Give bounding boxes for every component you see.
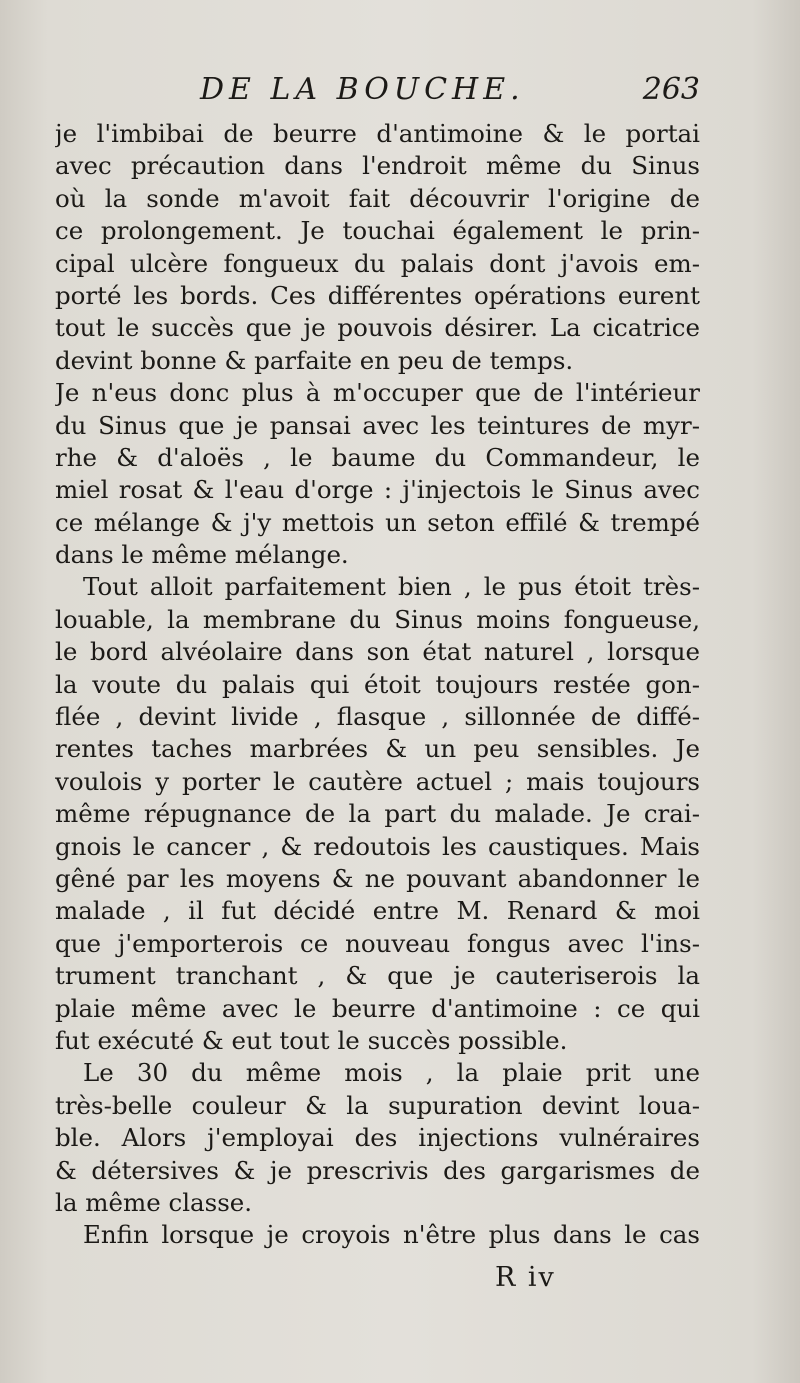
text-line: rentes taches marbrées & un peu sensibles. Je — [55, 734, 700, 764]
text-line: trument tranchant , & que je cauteriserois la — [55, 961, 700, 991]
page-header — [55, 72, 700, 118]
text-line: la même classe. — [55, 1187, 253, 1217]
text-line: avec précaution dans l'endroit même du Sinus — [55, 151, 700, 181]
text-line: voulois y porter le cautère actuel ; mais toujours — [55, 766, 700, 796]
text-line: la voute du palais qui étoit toujours restée gon- — [55, 669, 700, 699]
text-line: Tout alloit parfaitement bien , le pus étoit très- — [83, 572, 700, 602]
paragraph — [55, 377, 700, 571]
text-line: Enfin lorsque je croyois n'être plus dans le cas — [83, 1220, 700, 1250]
text-line: Le 30 du même mois , la plaie prit une — [83, 1058, 700, 1088]
text-line: malade , il fut décidé entre M. Renard & moi — [55, 896, 700, 926]
page-footer — [55, 1262, 700, 1302]
text-line: miel rosat & l'eau d'orge : j'injectois le Sinus avec — [55, 475, 700, 505]
text-line: porté les bords. Ces différentes opérations eurent — [55, 280, 700, 310]
text-line: même répugnance de la part du malade. Je crai- — [55, 799, 700, 829]
text-line: fut exécuté & eut tout le succès possible. — [55, 1025, 568, 1055]
text-line: gêné par les moyens & ne pouvant abandonner le — [55, 863, 700, 893]
text-line: plaie même avec le beurre d'antimoine : ce qui — [55, 993, 700, 1023]
text-line: Je n'eus donc plus à m'occuper que de l'intérieur — [55, 378, 700, 408]
paragraph — [55, 1219, 700, 1251]
text-line: gnois le cancer , & redoutois les caustiques. Mais — [55, 831, 700, 861]
text-line: du Sinus que je pansai avec les teintures de myr- — [55, 410, 700, 440]
text-line: flée , devint livide , flasque , sillonnée de diffé- — [55, 702, 700, 732]
text-line: le bord alvéolaire dans son état naturel , lorsque — [55, 637, 700, 667]
text-line: dans le même mélange. — [55, 540, 349, 570]
text-line: cipal ulcère fongueux du palais dont j'avois em- — [55, 248, 700, 278]
page-body — [55, 118, 700, 1252]
paragraph — [55, 1057, 700, 1219]
text-line: & détersives & je prescrivis des gargarismes de — [55, 1155, 700, 1185]
text-line: je l'imbibai de beurre d'antimoine & le portai — [55, 119, 700, 148]
text-line: tout le succès que je pouvois désirer. La cicatrice — [55, 313, 700, 343]
text-line: devint bonne & parfaite en peu de temps. — [55, 345, 574, 375]
text-line: ce mélange & j'y mettois un seton effilé & trempé — [55, 507, 700, 537]
running-title: DE LA BOUCHE. — [200, 72, 525, 107]
signature-mark: R iv — [495, 1262, 556, 1293]
text-line: que j'emporterois ce nouveau fongus avec l'ins- — [55, 928, 700, 958]
paragraph — [55, 118, 700, 377]
paragraph — [55, 571, 700, 1057]
page-number: 263 — [642, 72, 700, 107]
text-line: ce prolongement. Je touchai également le prin- — [55, 216, 700, 246]
text-line: ble. Alors j'employai des injections vulnéraires — [55, 1123, 700, 1153]
text-line: rhe & d'aloës , le baume du Commandeur, le — [55, 442, 700, 472]
text-line: louable, la membrane du Sinus moins fongueuse, — [55, 604, 700, 634]
text-line: où la sonde m'avoit fait découvrir l'origine de — [55, 183, 700, 213]
text-line: très-belle couleur & la supuration devint loua- — [55, 1090, 700, 1120]
